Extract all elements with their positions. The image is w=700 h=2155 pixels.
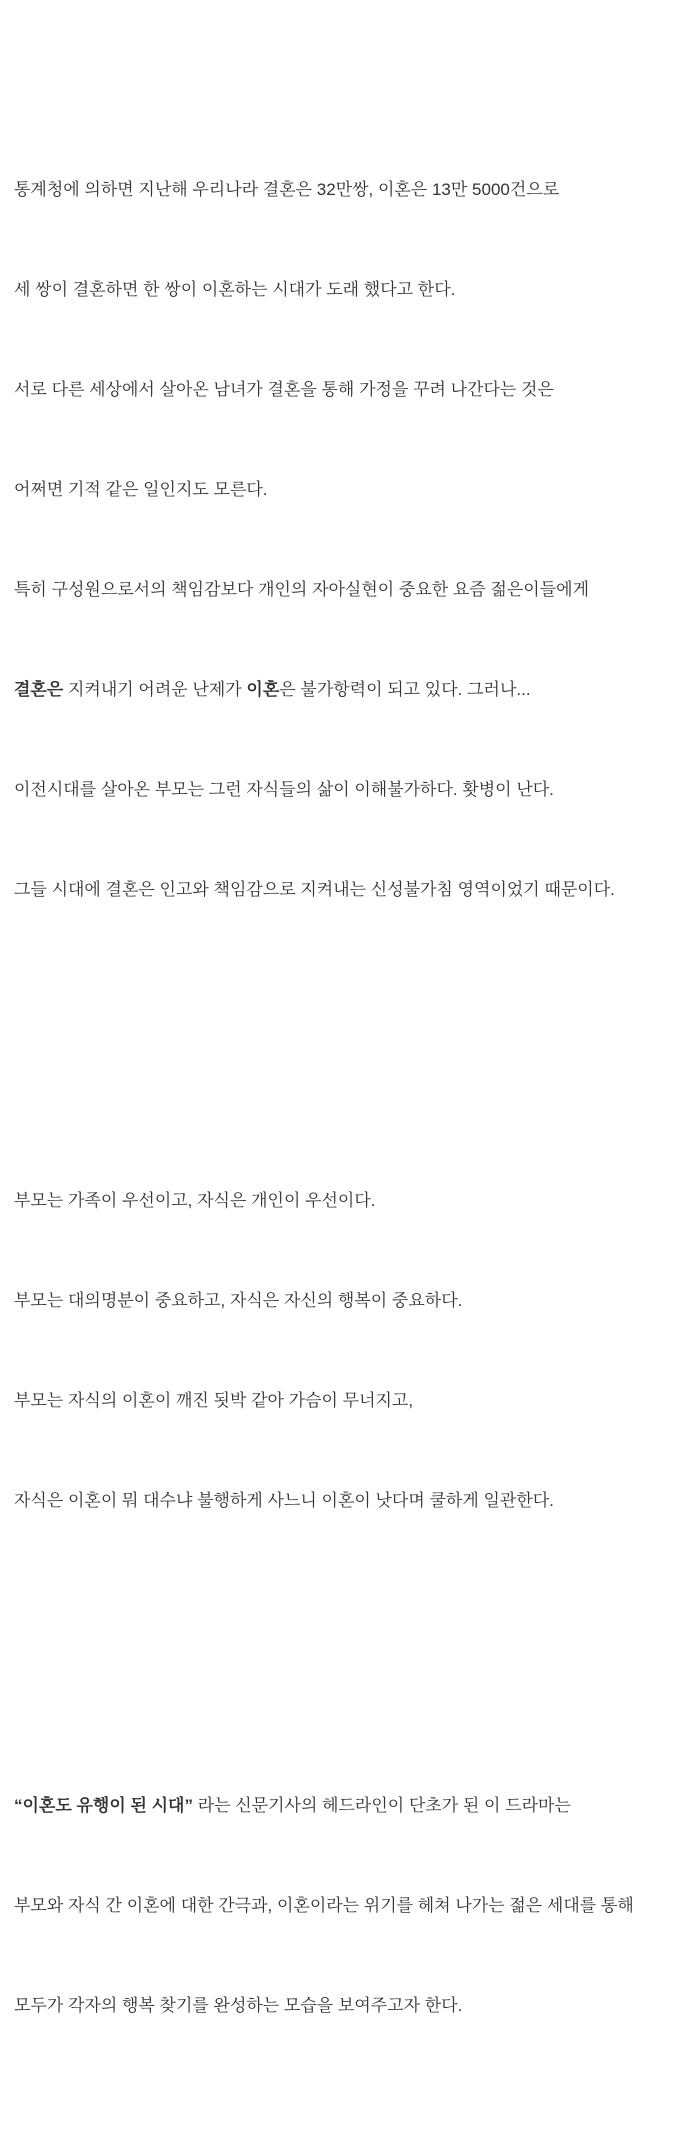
text-line	[14, 773, 682, 806]
paragraph-contrast	[14, 1118, 682, 1584]
text-line	[14, 1989, 682, 2022]
text-segment: 자식은 이혼이 뭐 대수냐 불행하게 사느니 이혼이 낫다며 쿨하게 일관한다.	[14, 1490, 554, 1510]
text-segment: 통계청에 의하면 지난해 우리나라 결혼은 32만쌍, 이혼은 13만 5000건으로	[14, 180, 560, 200]
text-line	[14, 373, 682, 406]
text-line	[14, 573, 682, 606]
text-segment: 서로 다른 세상에서 살아온 남녀가 결혼을 통해 가정을 꾸려 나간다는 것은	[14, 380, 554, 400]
text-segment: 세 쌍이 결혼하면 한 쌍이 이혼하는 시대가 도래 했다고 한다.	[14, 280, 456, 300]
text-segment: 부모와 자식 간 이혼에 대한 간극과, 이혼이라는 위기를 헤쳐 나가는 젊은 세대를 통해	[14, 1896, 634, 1916]
text-line	[14, 173, 682, 206]
text-segment: 부모는 대의명분이 중요하고, 자식은 자신의 행복이 중요하다.	[14, 1290, 463, 1310]
text-segment: 은 불가항력이 되고 있다. 그러나...	[279, 679, 531, 699]
text-line	[14, 273, 682, 306]
text-segment: 지켜내기 어려운 난제가	[63, 679, 247, 699]
emphasis-segment: 이혼	[246, 679, 280, 699]
text-line	[14, 1789, 682, 1822]
text-line	[14, 873, 682, 906]
emphasis-segment: “이혼도 유행이 된 시대”	[14, 1796, 193, 1816]
text-segment: 특히 구성원으로서의 책임감보다 개인의 자아실현이 중요한 요즘 젊은이들에게	[14, 580, 589, 600]
text-line	[14, 1384, 682, 1417]
paragraph-intro	[14, 107, 682, 973]
text-segment: 부모는 자식의 이혼이 깨진 됫박 같아 가슴이 무너지고,	[14, 1390, 414, 1410]
text-segment: 그들 시대에 결혼은 인고와 책임감으로 지켜내는 신성불가침 영역이었기 때문이다.	[14, 879, 615, 899]
text-line	[14, 1284, 682, 1317]
paragraph-theme	[14, 1723, 682, 2089]
text-line	[14, 1484, 682, 1517]
emphasis-segment: 결혼은	[14, 679, 64, 699]
text-line	[14, 1184, 682, 1217]
text-segment: 모두가 각자의 행복 찾기를 완성하는 모습을 보여주고자 한다.	[14, 1995, 463, 2015]
text-segment: 이전시대를 살아온 부모는 그런 자식들의 삶이 이해불가하다. 홧병이 난다.	[14, 779, 554, 799]
text-line	[14, 673, 682, 706]
text-segment: 라는 신문기사의 헤드라인이 단초가 된 이 드라마는	[192, 1796, 571, 1816]
text-segment: 어쩌면 기적 같은 일인지도 모른다.	[14, 480, 268, 500]
text-segment: 부모는 가족이 우선이고, 자식은 개인이 우선이다.	[14, 1191, 376, 1211]
text-line	[14, 473, 682, 506]
text-line	[14, 1889, 682, 1922]
